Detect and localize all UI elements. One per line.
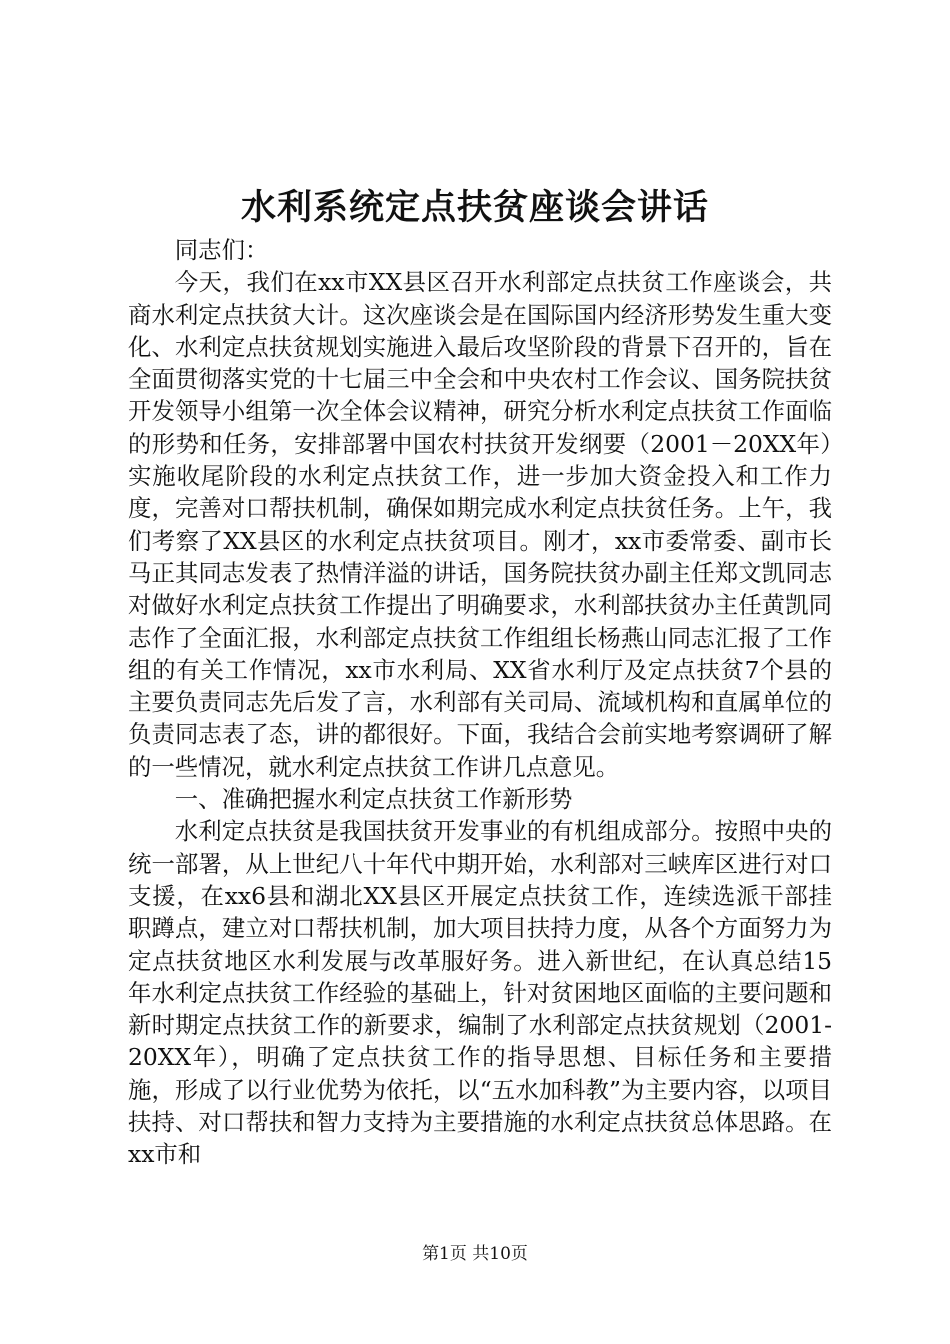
paragraph: 水利定点扶贫是我国扶贫开发事业的有机组成部分。按照中央的统一部署，从上世纪八十年代中期开始，水利部对三峡库区进行对口支援，在xx6县和湖北XX县区开展定点扶贫工作，连续选派干部挂职蹲点，建立对口帮扶机制，加大项目扶持力度，从各个方面努力为定点扶贫地区水利发展与改革服好务。进入新世纪，在认真总结15年水利定点扶贫工作经验的基础上，针对贫困地区面临的主要问题和新时期定点扶贫工作的新要求，编制了水利部定点扶贫规划（2001-20XX年），明确了定点扶贫工作的指导思想、目标任务和主要措施，形成了以行业优势为依托，以“五水加科教”为主要内容，以项目扶持、对口帮扶和智力支持为主要措施的水利定点扶贫总体思路。在xx市和 <box>128 817 832 1169</box>
document-title: 水利系统定点扶贫座谈会讲话 <box>240 187 709 228</box>
page-footer: 第1页 共10页 <box>422 1244 528 1264</box>
salutation: 同志们： <box>174 236 269 264</box>
section-heading: 一、准确把握水利定点扶贫工作新形势 <box>174 785 573 814</box>
document-body <box>128 234 832 1171</box>
paragraph: 今天，我们在xx市XX县区召开水利部定点扶贫工作座谈会，共商水利定点扶贫大计。这次座谈会是在国际国内经济形势发生重大变化、水利定点扶贫规划实施进入最后攻坚阶段的背景下召开的，旨在全面贯彻落实党的十七届三中全会和中央农村工作会议、国务院扶贫开发领导小组第一次全体会议精神，研究分析水利定点扶贫工作面临的形势和任务，安排部署中国农村扶贫开发纲要（2001－20XX年）实施收尾阶段的水利定点扶贫工作，进一步加大资金投入和工作力度，完善对口帮扶机制，确保如期完成水利定点扶贫任务。上午，我们考察了XX县区的水利定点扶贫项目。刚才，xx市委常委、副市长马正其同志发表了热情洋溢的讲话，国务院扶贫办副主任郑文凯同志对做好水利定点扶贫工作提出了明确要求，水利部扶贫办主任黄凯同志作了全面汇报，水利部定点扶贫工作组组长杨燕山同志汇报了工作组的有关工作情况，xx市水利局、XX省水利厅及定点扶贫7个县的主要负责同志先后发了言，水利部有关司局、流域机构和直属单位的负责同志表了态，讲的都很好。下面，我结合会前实地考察调研了解的一些情况，就水利定点扶贫工作讲几点意见。 <box>128 268 832 781</box>
